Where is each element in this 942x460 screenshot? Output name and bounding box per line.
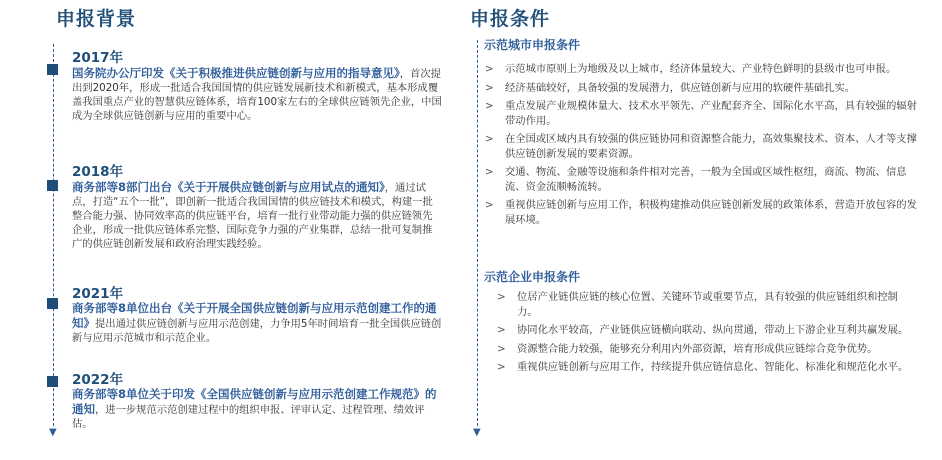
timeline-marker [47,180,58,191]
city-conditions-list [485,62,917,231]
timeline-entry [72,301,442,345]
chevron-right-icon: > [485,133,494,145]
chevron-right-icon: > [485,166,494,178]
enterprise-conditions-list [497,290,917,379]
timeline-entry [72,180,442,251]
section-title-conditions: 申报条件 [470,8,551,30]
list-item: > 重视供应链创新与应用工作，积极构建推动供应链创新发展的政策体系，营造开放包容的发展环境。 [485,199,917,226]
timeline-year: 2018年 [72,164,124,180]
right-divider-line [477,40,478,426]
timeline-marker [47,64,58,75]
list-item: > 交通、物流、金融等设施和条件相对完善，一般为全国或区域性枢纽，商流、物流、信息流、资金流顺畅流转。 [485,166,907,193]
list-item: > 重点发展产业规模体量大、技术水平领先、产业配套齐全、国际化水平高，具有较强的辐射带动作用。 [485,100,917,127]
timeline-entry [72,66,442,123]
chevron-right-icon: > [485,199,494,211]
entry-headline: 商务部等8单位关于印发《全国供应链创新与应用示范创建工作规范》的通知 [72,387,437,416]
list-item: > 重视供应链创新与应用工作，持续提升供应链信息化、智能化、标准化和规范化水平。 [497,361,909,373]
list-item: > 在全国或区域内具有较强的供应链协同和资源整合能力，高效集聚技术、资本、人才等支撑供应链创新发展的要素资源。 [485,133,917,160]
timeline-marker [47,376,58,387]
timeline-year: 2022年 [72,372,124,388]
timeline-line [53,44,54,426]
chevron-right-icon: > [497,342,506,355]
timeline-marker [47,298,58,309]
timeline-year: 2017年 [72,50,124,66]
entry-headline: 商务部等8单位出台《关于开展全国供应链创新与应用示范创建工作的通知》 [72,301,437,330]
entry-headline: 商务部等8部门出台《关于开展供应链创新与应用试点的通知》 [72,180,385,194]
list-item: > 位居产业链供应链的核心位置、关键环节或重要节点，具有较强的供应链组织和控制力。 [497,291,898,318]
entry-headline: 国务院办公厅印发《关于积极推进供应链创新与应用的指导意见》 [72,66,400,80]
timeline-arrow-icon: ▼ [49,427,57,438]
entry-body: ，进一步规范示范创建过程中的组织申报、评审认定、过程管理、绩效评估。 [72,404,425,430]
list-item: > 协同化水平较高，产业链供应链横向联动、纵向贯通，带动上下游企业互利共赢发展。 [497,324,909,336]
section-title-background: 申报背景 [56,8,137,30]
chevron-right-icon: > [485,81,494,94]
timeline-entry [72,387,442,431]
list-item: > 资源整合能力较强，能够充分利用内外部资源，培育形成供应链综合竞争优势。 [497,342,878,355]
entry-body: ，首次提出到2020年，形成一批适合我国国情的供应链发展新技术和新模式，基本形成覆盖我国重点产业的智慧供应链体系，培育100家左右的全球供应链领先企业，中国成为全球供应链创新与应用的重要中心。 [72,68,442,122]
list-item: > 示范城市原则上为地级及以上城市，经济体量较大、产业特色鲜明的县级市也可申报。 [485,63,897,75]
chevron-right-icon: > [485,100,494,112]
city-conditions-heading: 示范城市申报条件 [484,38,581,52]
timeline-year: 2021年 [72,286,124,302]
entry-body: ，通过试点，打造“五个一批”，即创新一批适合我国国情的供应链技术和模式，构建一批整合能力强、协同效率高的供应链平台，培育一批行业带动能力强的供应链领先企业，形成一批供应链体系完整、国际竞争力强的产业集群，总结一批可复制推广的供应链创新发展和政府治理实践经验。 [72,182,433,250]
enterprise-conditions-heading: 示范企业申报条件 [484,270,581,284]
chevron-right-icon: > [485,63,494,75]
list-item: > 经济基础较好，具备较强的发展潜力，供应链创新与应用的软硬件基础扎实。 [485,81,856,94]
chevron-right-icon: > [497,361,506,373]
right-arrow-icon: ▼ [473,427,481,438]
chevron-right-icon: > [497,291,506,303]
entry-body: 提出通过供应链创新与应用示范创建，力争用5年时间培育一批全国供应链创新与应用示范城市和示范企业。 [72,318,442,344]
chevron-right-icon: > [497,324,506,336]
